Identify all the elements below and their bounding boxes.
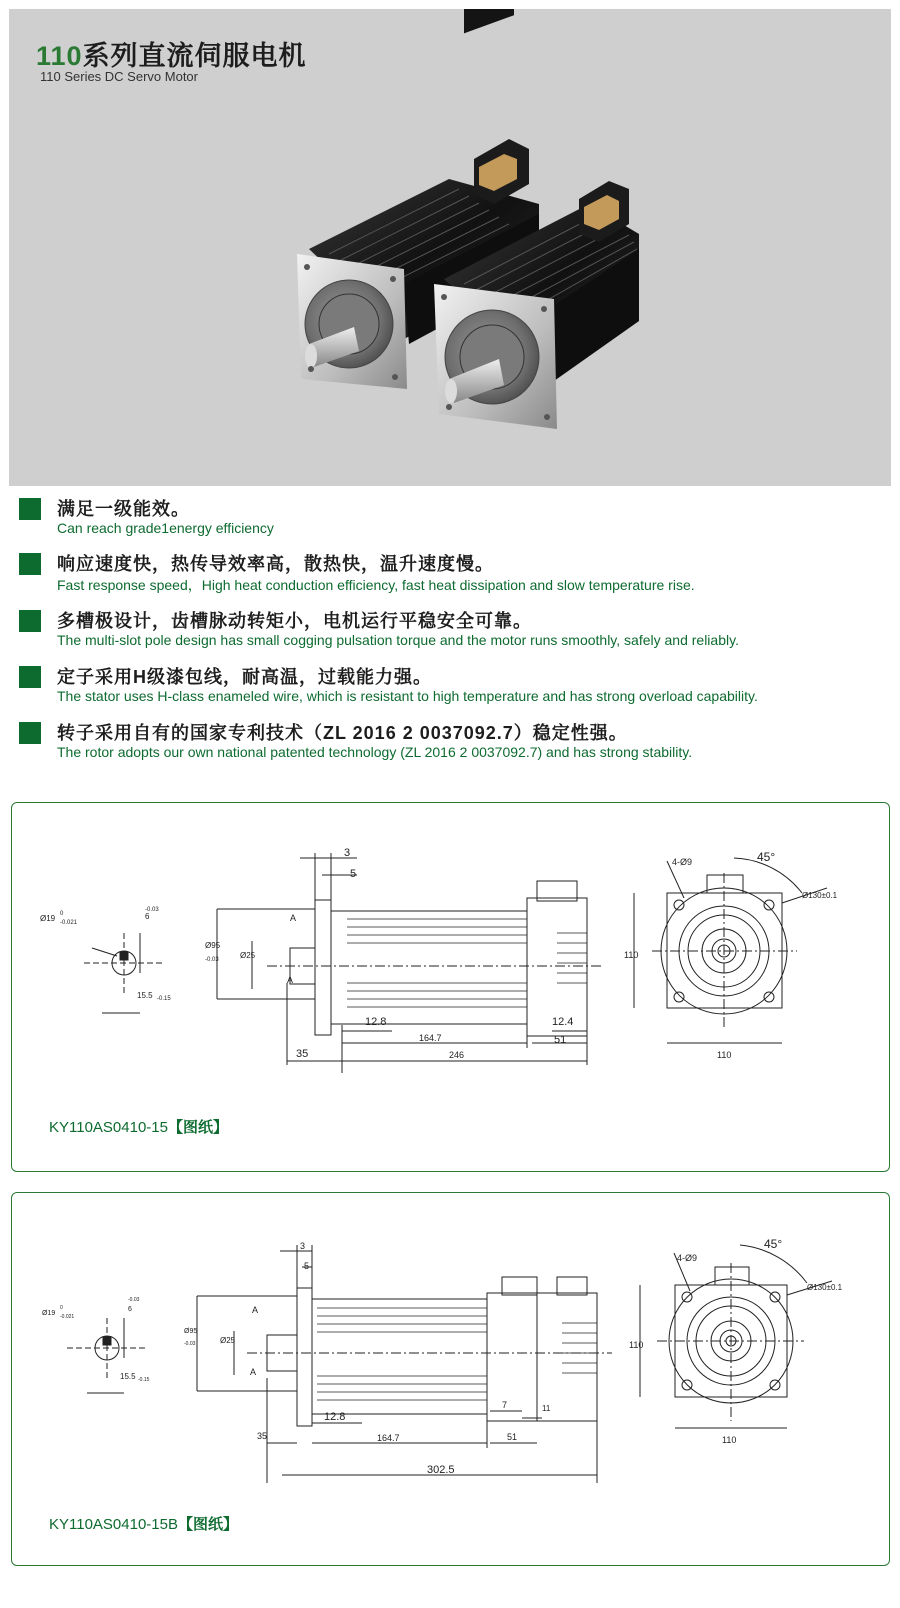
dim-3: 3 <box>344 847 351 859</box>
dim-35: 35 <box>257 1431 268 1441</box>
dim-164-7: 164.7 <box>377 1433 400 1443</box>
drawing-caption <box>49 1116 228 1137</box>
drawing-link[interactable]: 【图纸】 <box>178 1516 239 1533</box>
dim-302-5: 302.5 <box>427 1464 455 1476</box>
dim-spigot-tol: -0.03 <box>184 1341 196 1347</box>
dim-11: 11 <box>542 1404 551 1413</box>
feature-en: Can reach grade1energy efficiency <box>57 520 274 536</box>
dim-holes: 4-Ø9 <box>677 1253 698 1263</box>
dim-pcd: Ø130±0.1 <box>802 891 838 900</box>
dim-spigot: Ø95 <box>184 1328 198 1335</box>
hero-banner <box>9 9 891 486</box>
dim-section-a: A <box>250 1367 257 1377</box>
dim-51: 51 <box>507 1432 518 1442</box>
dim-164-7: 164.7 <box>419 1033 442 1043</box>
dim-side-110: 110 <box>629 1340 644 1350</box>
dim-35: 35 <box>296 1048 309 1060</box>
dim-section-a: A <box>290 913 297 923</box>
dim-shaft-tol0: 0 <box>60 911 64 917</box>
feature-zh: 满足一级能效。 <box>57 499 190 519</box>
dim-shaft-dia: Ø19 <box>42 1310 56 1317</box>
dim-spigot: Ø95 <box>205 941 221 950</box>
dim-51: 51 <box>554 1034 567 1046</box>
dim-keyh-tol: -0.15 <box>138 1377 150 1383</box>
dim-7: 7 <box>502 1400 508 1410</box>
dim-key: 6 <box>145 912 150 921</box>
feature-item <box>19 607 889 655</box>
model-number: KY110AS0410-15 <box>49 1119 168 1136</box>
dim-holes: 4-Ø9 <box>672 857 693 867</box>
dim-angle: 45° <box>764 1237 783 1251</box>
feature-en: Fast response speed，High heat conduction efficiency, fast heat dissipation and slow temperature rise. <box>57 577 695 593</box>
dim-12-4: 12.4 <box>552 1016 574 1028</box>
dim-keyh: 15.5 <box>120 1372 136 1381</box>
dim-bottom-110: 110 <box>717 1050 732 1060</box>
dim-bottom-110: 110 <box>722 1435 737 1445</box>
dim-shaft-tol0: 0 <box>60 1305 63 1311</box>
dim-shaft-tol: -0.021 <box>60 920 78 926</box>
dim-5: 5 <box>304 1261 310 1271</box>
feature-zh: 多槽极设计，齿槽脉动转矩小，电机运行平稳安全可靠。 <box>57 611 532 631</box>
feature-en: The rotor adopts our own national patented technology (ZL 2016 2 0037092.7) and has strong stability. <box>57 744 693 760</box>
dim-section-a: A <box>252 1305 259 1315</box>
dim-spigot-tol: -0.03 <box>205 957 219 963</box>
dim-shaft-tol: -0.021 <box>60 1314 75 1320</box>
bullet-square-icon <box>19 498 41 520</box>
feature-item <box>19 719 889 767</box>
dim-5: 5 <box>350 868 357 880</box>
feature-zh: 定子采用H级漆包线，耐高温，过载能力强。 <box>57 667 432 687</box>
feature-en: The multi-slot pole design has small cogging pulsation torque and the motor runs smoothly, safely and reliably. <box>57 632 739 648</box>
dim-key-tol: -0.03 <box>128 1297 140 1303</box>
dim-3: 3 <box>300 1241 306 1251</box>
dim-key: 6 <box>128 1306 132 1313</box>
dim-section-a: A <box>287 975 294 985</box>
feature-en: The stator uses H-class enameled wire, which is resistant to high temperature and has strong overload capability. <box>57 688 758 704</box>
bullet-square-icon <box>19 722 41 744</box>
dim-angle: 45° <box>757 850 776 864</box>
dim-pcd: Ø130±0.1 <box>807 1283 843 1292</box>
page-title: 110系列直流伺服电机 <box>36 41 307 71</box>
dim-12-8: 12.8 <box>324 1411 346 1423</box>
feature-item <box>19 663 889 711</box>
dim-key-tol: -0.03 <box>145 907 159 913</box>
dim-shaft25: Ø25 <box>240 951 256 960</box>
feature-item <box>19 495 889 543</box>
drawing-panel-2 <box>11 1192 890 1566</box>
drawing-caption <box>49 1513 238 1534</box>
dim-keyh-tol: -0.15 <box>157 996 171 1002</box>
dim-keyh: 15.5 <box>137 991 153 1000</box>
model-number: KY110AS0410-15B <box>49 1516 178 1533</box>
bullet-square-icon <box>19 553 41 575</box>
feature-zh: 转子采用自有的国家专利技术（ZL 2016 2 0037092.7）稳定性强。 <box>57 723 628 743</box>
feature-item <box>19 550 889 598</box>
dim-shaft25: Ø25 <box>220 1336 236 1345</box>
drawing-panel-1 <box>11 802 890 1172</box>
feature-zh: 响应速度快，热传导效率高，散热快，温升速度慢。 <box>57 554 494 574</box>
dim-side-110: 110 <box>624 950 639 960</box>
bullet-square-icon <box>19 610 41 632</box>
dim-246: 246 <box>449 1050 465 1060</box>
bullet-square-icon <box>19 666 41 688</box>
drawing-link[interactable]: 【图纸】 <box>167 1119 228 1136</box>
technical-drawing-2 <box>12 1193 889 1565</box>
dim-12-8: 12.8 <box>365 1016 387 1028</box>
dim-shaft-dia: Ø19 <box>40 914 56 923</box>
page-subtitle: 110 Series DC Servo Motor <box>40 69 198 84</box>
